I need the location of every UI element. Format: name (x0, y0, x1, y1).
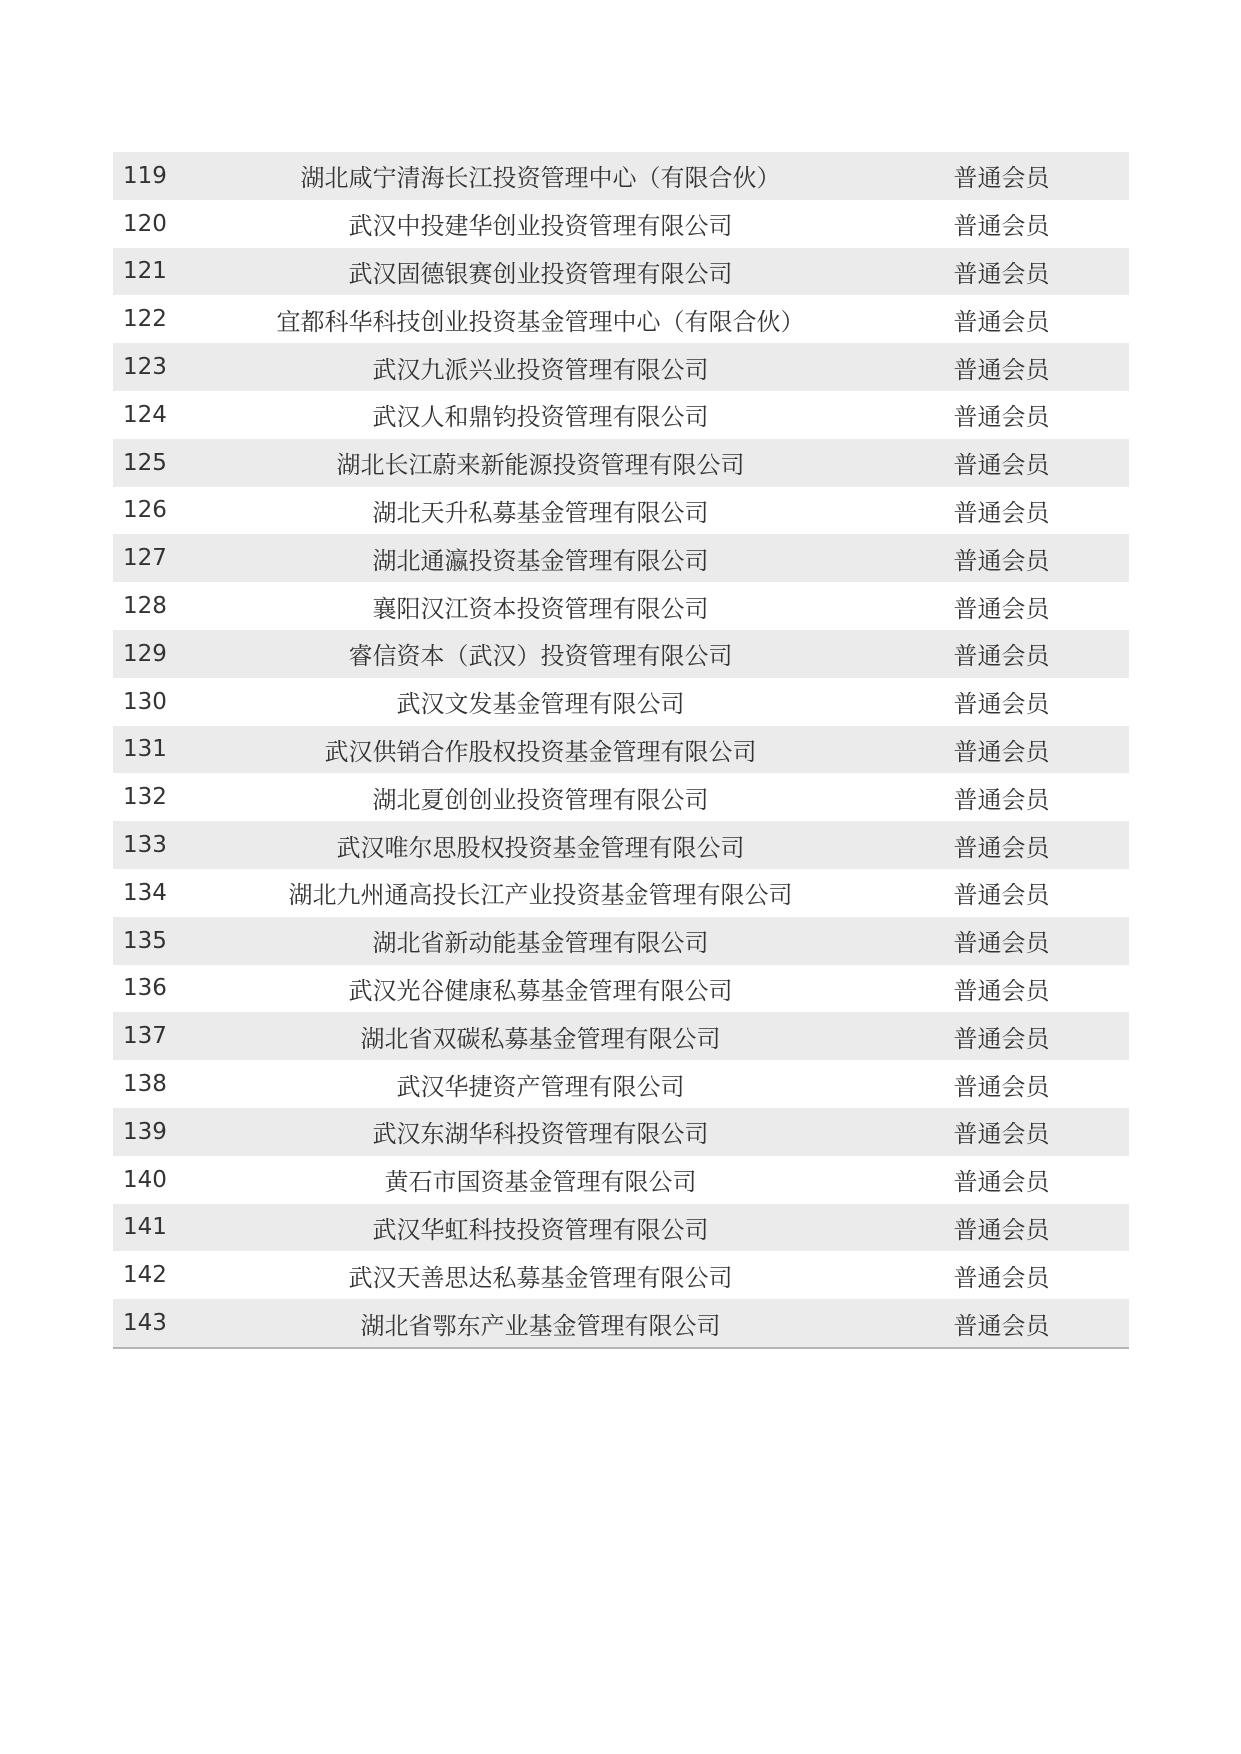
row-number: 138 (123, 1071, 167, 1098)
member-type: 普通会员 (953, 690, 1050, 719)
table-row (113, 1204, 1129, 1252)
row-number: 134 (123, 879, 167, 906)
table-row (113, 200, 1129, 248)
member-type: 普通会员 (953, 212, 1050, 241)
row-number: 143 (123, 1310, 167, 1337)
table-row (113, 821, 1129, 869)
member-type: 普通会员 (953, 355, 1050, 384)
row-number: 129 (123, 640, 167, 667)
table-row (113, 726, 1129, 774)
row-number: 141 (123, 1214, 167, 1241)
table-row (113, 582, 1129, 630)
table-row (113, 1251, 1129, 1299)
member-name: 湖北天升私募基金管理有限公司 (372, 498, 709, 527)
row-number: 120 (123, 210, 167, 237)
member-name: 武汉人和鼎钧投资管理有限公司 (372, 403, 709, 432)
row-number: 128 (123, 593, 167, 620)
table-row (113, 1012, 1129, 1060)
member-type: 普通会员 (953, 785, 1050, 814)
member-type: 普通会员 (953, 164, 1050, 193)
table-row (113, 965, 1129, 1013)
member-name: 武汉唯尔思股权投资基金管理有限公司 (336, 833, 745, 862)
member-name: 襄阳汉江资本投资管理有限公司 (372, 594, 709, 623)
table-row (113, 1060, 1129, 1108)
row-number: 119 (123, 162, 167, 189)
row-number: 136 (123, 975, 167, 1002)
table-row (113, 439, 1129, 487)
member-name: 武汉天善思达私募基金管理有限公司 (348, 1263, 733, 1292)
row-number: 139 (123, 1118, 167, 1145)
member-name: 武汉华虹科技投资管理有限公司 (372, 1215, 709, 1244)
member-type: 普通会员 (953, 881, 1050, 910)
member-name: 湖北省双碳私募基金管理有限公司 (360, 1024, 721, 1053)
member-name: 武汉东湖华科投资管理有限公司 (372, 1120, 709, 1149)
member-type: 普通会员 (953, 1311, 1050, 1340)
table-row (113, 1108, 1129, 1156)
member-name: 武汉供销合作股权投资基金管理有限公司 (324, 737, 757, 766)
member-type: 普通会员 (953, 451, 1050, 480)
row-number: 126 (123, 497, 167, 524)
member-name: 湖北省新动能基金管理有限公司 (372, 929, 709, 958)
member-name: 湖北省鄂东产业基金管理有限公司 (360, 1311, 721, 1340)
table-row (113, 1156, 1129, 1204)
table-row (113, 391, 1129, 439)
row-number: 123 (123, 354, 167, 381)
member-name: 黄石市国资基金管理有限公司 (384, 1168, 697, 1197)
row-number: 131 (123, 736, 167, 763)
table-row (113, 534, 1129, 582)
member-type: 普通会员 (953, 546, 1050, 575)
member-type: 普通会员 (953, 1024, 1050, 1053)
member-name: 武汉中投建华创业投资管理有限公司 (348, 212, 733, 241)
member-name: 睿信资本（武汉）投资管理有限公司 (348, 642, 733, 671)
member-type: 普通会员 (953, 1072, 1050, 1101)
table-row (113, 630, 1129, 678)
row-number: 140 (123, 1166, 167, 1193)
member-type: 普通会员 (953, 307, 1050, 336)
table-row (113, 343, 1129, 391)
member-type: 普通会员 (953, 1215, 1050, 1244)
row-number: 142 (123, 1262, 167, 1289)
member-type: 普通会员 (953, 1120, 1050, 1149)
row-number: 135 (123, 927, 167, 954)
member-name: 湖北长江蔚来新能源投资管理有限公司 (336, 451, 745, 480)
table-row (113, 773, 1129, 821)
table-row (113, 295, 1129, 343)
row-number: 130 (123, 688, 167, 715)
member-type: 普通会员 (953, 1263, 1050, 1292)
table-row (113, 152, 1129, 200)
row-number: 132 (123, 784, 167, 811)
row-number: 137 (123, 1023, 167, 1050)
row-number: 124 (123, 401, 167, 428)
table-row (113, 917, 1129, 965)
member-type: 普通会员 (953, 929, 1050, 958)
member-type: 普通会员 (953, 976, 1050, 1005)
table-row (113, 1299, 1129, 1347)
member-type: 普通会员 (953, 737, 1050, 766)
member-type: 普通会员 (953, 1168, 1050, 1197)
member-type: 普通会员 (953, 498, 1050, 527)
row-number: 127 (123, 545, 167, 572)
row-number: 133 (123, 832, 167, 859)
row-number: 125 (123, 449, 167, 476)
member-name: 武汉光谷健康私募基金管理有限公司 (348, 976, 733, 1005)
member-type: 普通会员 (953, 259, 1050, 288)
row-number: 122 (123, 306, 167, 333)
member-name: 武汉文发基金管理有限公司 (396, 690, 685, 719)
member-name: 武汉九派兴业投资管理有限公司 (372, 355, 709, 384)
member-name: 湖北九州通高投长江产业投资基金管理有限公司 (288, 881, 793, 910)
member-name: 武汉固德银赛创业投资管理有限公司 (348, 259, 733, 288)
member-name: 湖北通瀛投资基金管理有限公司 (372, 546, 709, 575)
member-name: 湖北夏创创业投资管理有限公司 (372, 785, 709, 814)
table-row (113, 487, 1129, 535)
member-table (113, 152, 1129, 1349)
row-number: 121 (123, 258, 167, 285)
member-type: 普通会员 (953, 594, 1050, 623)
member-name: 宜都科华科技创业投资基金管理中心（有限合伙） (276, 307, 805, 336)
table-row (113, 869, 1129, 917)
member-name: 湖北咸宁清海长江投资管理中心（有限合伙） (300, 164, 781, 193)
member-type: 普通会员 (953, 642, 1050, 671)
table-row (113, 678, 1129, 726)
member-type: 普通会员 (953, 403, 1050, 432)
member-name: 武汉华捷资产管理有限公司 (396, 1072, 685, 1101)
table-row (113, 248, 1129, 296)
member-type: 普通会员 (953, 833, 1050, 862)
